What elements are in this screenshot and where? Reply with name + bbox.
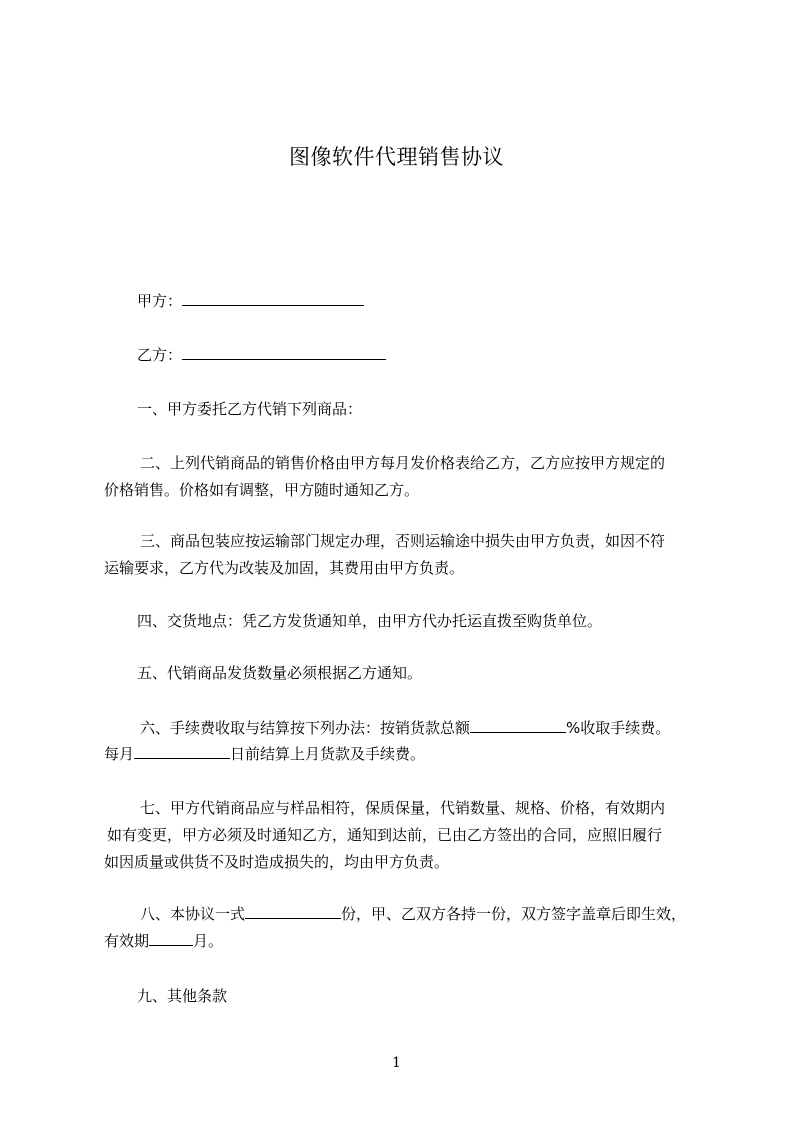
clause-6-line-1 xyxy=(140,718,670,738)
clause-8-line-1 xyxy=(140,904,686,924)
clause-1: 一、甲方委托乙方代销下列商品： xyxy=(137,400,363,418)
clause-8-text-d: 月。 xyxy=(193,932,224,950)
validity-months-blank xyxy=(149,931,193,946)
clause-6-line-2 xyxy=(104,744,425,764)
settlement-day-blank xyxy=(134,744,230,759)
clause-7-line-2: 如有变更，甲方必须及时通知乙方，通知到达前，已由乙方签出的合同，应照旧履行 xyxy=(107,826,663,844)
clause-3-line-2: 运输要求，乙方代为改装及加固，其费用由甲方负责。 xyxy=(104,559,465,577)
party-a-blank xyxy=(182,291,364,306)
clause-6-text-b: %收取手续费。 xyxy=(566,719,671,737)
clause-6-text-a: 六、手续费收取与结算按下列办法：按销货款总额 xyxy=(140,719,471,737)
clause-5: 五、代销商品发货数量必须根据乙方通知。 xyxy=(137,664,423,682)
page-number: 1 xyxy=(392,1055,401,1071)
party-a-line xyxy=(137,291,364,311)
party-a-label: 甲方： xyxy=(137,292,183,310)
clause-8-text-b: 份，甲、乙双方各持一份，双方签字盖章后即生效， xyxy=(341,905,687,923)
clause-2-line-1: 二、上列代销商品的销售价格由甲方每月发价格表给乙方，乙方应按甲方规定的 xyxy=(140,454,666,472)
clause-8-text-a: 八、本协议一式 xyxy=(140,905,246,923)
clause-8-line-2 xyxy=(104,931,223,951)
clause-6-text-d: 日前结算上月货款及手续费。 xyxy=(230,745,426,763)
party-b-blank xyxy=(182,345,386,360)
clause-4: 四、交货地点：凭乙方发货通知单，由甲方代办托运直拨至购货单位。 xyxy=(137,612,603,630)
clause-2-line-2: 价格销售。价格如有调整，甲方随时通知乙方。 xyxy=(104,481,420,499)
party-b-label: 乙方： xyxy=(137,346,183,364)
clause-7-line-3: 如因质量或供货不及时造成损失的，均由甲方负责。 xyxy=(104,853,450,871)
clause-8-text-c: 有效期 xyxy=(104,932,150,950)
copies-blank xyxy=(245,904,341,919)
clause-3-line-1: 三、商品包装应按运输部门规定办理，否则运输途中损失由甲方负责，如因不符 xyxy=(140,532,666,550)
page-title: 图像软件代理销售协议 xyxy=(289,145,504,169)
clause-9: 九、其他条款 xyxy=(137,987,228,1005)
fee-percent-blank xyxy=(470,718,566,733)
clause-7-line-1: 七、甲方代销商品应与样品相符，保质保量，代销数量、规格、价格，有效期内 xyxy=(140,799,666,817)
clause-6-text-c: 每月 xyxy=(104,745,135,763)
party-b-line xyxy=(137,345,386,365)
